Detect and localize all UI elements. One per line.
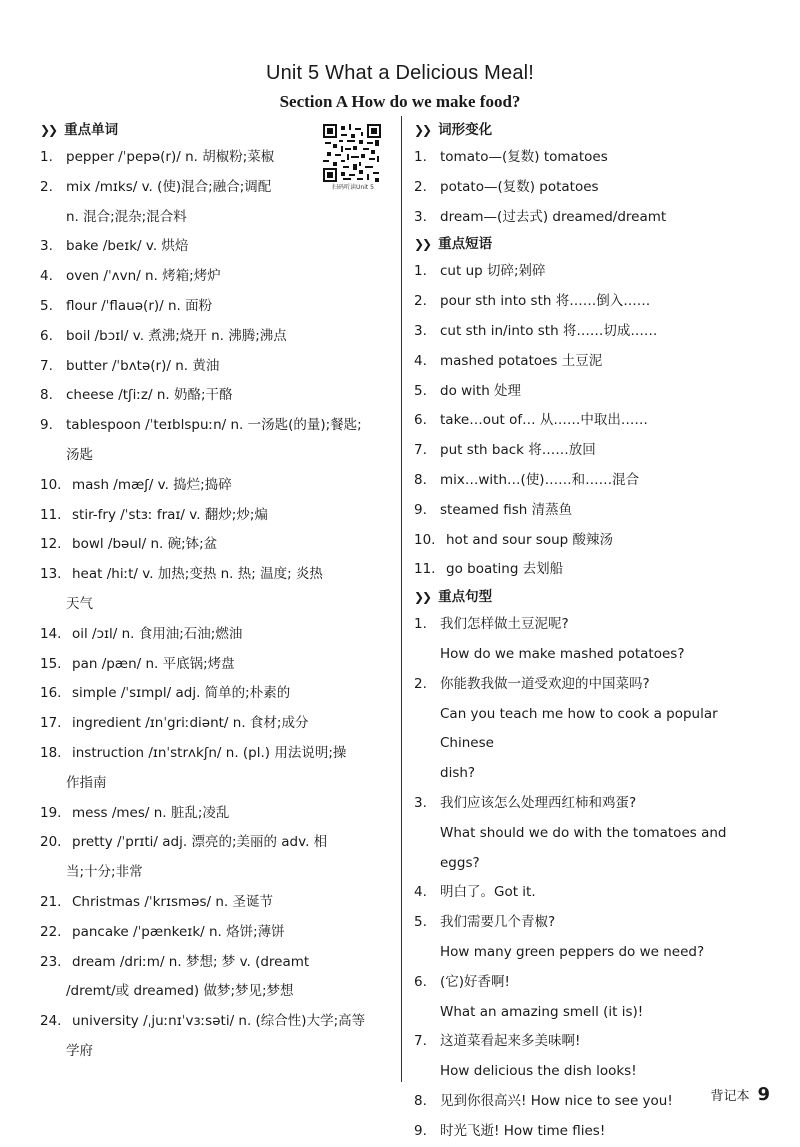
list-item — [40, 799, 392, 829]
list-item — [40, 352, 392, 382]
item-number: 20. — [40, 834, 62, 851]
item-continuation: How do we make mashed potatoes? — [440, 645, 685, 662]
item-text: mashed potatoes 土豆泥 — [440, 352, 603, 369]
item-number: 17. — [40, 715, 62, 732]
list-item — [40, 828, 392, 888]
list-item — [414, 377, 770, 407]
list-item — [414, 789, 770, 878]
item-number: 5. — [40, 297, 53, 314]
item-text: 我们需要几个青椒? — [440, 914, 556, 931]
item-text: 你能教我做一道受欢迎的中国菜吗? — [440, 675, 650, 692]
list-item — [40, 143, 392, 173]
list-item — [40, 322, 392, 352]
list-item — [40, 173, 392, 233]
right-column — [414, 118, 770, 1147]
item-number: 1. — [40, 149, 53, 165]
item-number: 12. — [40, 536, 62, 553]
item-text: flour /ˈflauə(r)/ n. 面粉 — [66, 297, 213, 314]
list-item — [414, 610, 770, 670]
item-number: 4. — [414, 884, 427, 901]
item-continuation: 学府 — [66, 1042, 93, 1059]
item-number: 8. — [40, 387, 53, 404]
item-text: dream—(过去式) dreamed/dreamt — [440, 208, 667, 225]
list-item — [40, 888, 392, 918]
list-item — [414, 287, 770, 317]
section-heading: ❯❯ 重点短语 — [414, 232, 770, 257]
item-text: pancake /ˈpænkeɪk/ n. 烙饼;薄饼 — [72, 923, 285, 940]
item-text: cheese /tʃiːz/ n. 奶酪;干酪 — [66, 387, 233, 404]
page-footer — [710, 1084, 770, 1105]
item-continuation: How many green peppers do we need? — [440, 943, 705, 960]
item-number: 5. — [414, 382, 427, 399]
column-divider — [401, 116, 402, 1082]
item-number: 6. — [40, 327, 53, 344]
item-text: go boating 去划船 — [446, 561, 564, 578]
item-number: 3. — [414, 208, 427, 225]
item-text: tomato—(复数) tomatoes — [440, 149, 608, 165]
double-chevron-icon: ❯❯ — [414, 237, 431, 252]
list-item — [414, 173, 770, 203]
item-text: put sth back 将……放回 — [440, 442, 596, 459]
item-text: oil /ɔɪl/ n. 食用油;石油;燃油 — [72, 625, 243, 642]
item-number: 2. — [414, 178, 427, 195]
item-number: 15. — [40, 655, 62, 672]
item-number: 1. — [414, 149, 427, 165]
item-number: 1. — [414, 263, 427, 280]
footer-label: 背记本 — [710, 1089, 750, 1104]
item-text: ingredient /ɪnˈgriːdiənt/ n. 食材;成分 — [72, 715, 309, 732]
item-number: 8. — [414, 471, 427, 488]
list-item — [414, 1027, 770, 1087]
item-number: 6. — [414, 973, 427, 990]
list-item — [40, 381, 392, 411]
item-number: 14. — [40, 625, 62, 642]
list-item — [40, 411, 392, 471]
item-continuation: 当;十分;非常 — [66, 864, 143, 881]
item-number: 9. — [40, 417, 53, 434]
item-number: 19. — [40, 804, 62, 821]
item-text: mix…with…(使)……和……混合 — [440, 471, 640, 488]
item-number: 3. — [414, 322, 427, 339]
item-text: cut up 切碎;剁碎 — [440, 263, 546, 280]
item-number: 18. — [40, 744, 62, 761]
list-item — [414, 670, 770, 789]
list-item — [40, 292, 392, 322]
item-text: take…out of… 从……中取出…… — [440, 412, 648, 429]
item-text: hot and sour soup 酸辣汤 — [446, 531, 613, 548]
list-item — [40, 739, 392, 799]
item-text: 时光飞逝! How time flies! — [440, 1122, 606, 1139]
item-number: 13. — [40, 566, 62, 583]
item-text: 见到你很高兴! How nice to see you! — [440, 1092, 673, 1109]
item-number: 4. — [414, 352, 427, 369]
list-item — [414, 878, 770, 908]
list-item — [414, 257, 770, 287]
item-text: Christmas /ˈkrɪsməs/ n. 圣诞节 — [72, 893, 274, 910]
item-text: 这道菜看起来多美味啊! — [440, 1033, 581, 1050]
item-text: pretty /ˈprɪti/ adj. 漂亮的;美丽的 adv. 相 — [72, 834, 328, 851]
item-number: 6. — [414, 412, 427, 429]
item-number: 24. — [40, 1013, 62, 1030]
item-text: 明白了。Got it. — [440, 884, 536, 901]
item-number: 10. — [40, 476, 62, 493]
item-text: tablespoon /ˈteɪblspuːn/ n. 一汤匙(的量);餐匙; — [66, 417, 362, 434]
left-column — [40, 118, 392, 1067]
item-continuation: dish? — [440, 765, 476, 782]
item-number: 10. — [414, 531, 436, 548]
item-text: 我们怎样做土豆泥呢? — [440, 616, 569, 633]
item-text: heat /hiːt/ v. 加热;变热 n. 热; 温度; 炎热 — [72, 566, 323, 583]
list-item — [414, 496, 770, 526]
item-text: stir-fry /ˈstɜː fraɪ/ v. 翻炒;炒;煸 — [72, 506, 268, 523]
item-text: bowl /bəul/ n. 碗;钵;盆 — [72, 536, 218, 553]
item-number: 2. — [40, 178, 53, 195]
list-item — [414, 466, 770, 496]
item-continuation: What an amazing smell (it is)! — [440, 1003, 644, 1020]
list-item — [414, 526, 770, 556]
item-number: 9. — [414, 1122, 427, 1139]
item-number: 23. — [40, 953, 62, 970]
list-item — [414, 436, 770, 466]
item-text: bake /beɪk/ v. 烘焙 — [66, 238, 189, 255]
list-item — [40, 501, 392, 531]
list-item — [40, 709, 392, 739]
item-number: 22. — [40, 923, 62, 940]
item-text: boil /bɔɪl/ v. 煮沸;烧开 n. 沸腾;沸点 — [66, 327, 287, 344]
item-number: 9. — [414, 501, 427, 518]
item-number: 5. — [414, 914, 427, 931]
double-chevron-icon: ❯❯ — [414, 590, 431, 605]
list-item — [40, 650, 392, 680]
item-continuation: How delicious the dish looks! — [440, 1063, 637, 1080]
item-number: 2. — [414, 675, 427, 692]
item-number: 7. — [414, 442, 427, 459]
list-item — [40, 530, 392, 560]
list-item — [40, 620, 392, 650]
section-heading: ❯❯ 重点句型 — [414, 585, 770, 610]
item-number: 11. — [414, 561, 436, 578]
page-number: 9 — [757, 1084, 770, 1105]
qr-caption: 扫码听读Unit 5 — [332, 184, 374, 191]
item-text: simple /ˈsɪmpl/ adj. 简单的;朴素的 — [72, 685, 291, 702]
item-text: butter /ˈbʌtə(r)/ n. 黄油 — [66, 357, 220, 374]
item-number: 11. — [40, 506, 62, 523]
item-text: 我们应该怎么处理西红柿和鸡蛋? — [440, 794, 637, 811]
item-number: 7. — [414, 1033, 427, 1050]
item-text: pepper /ˈpepə(r)/ n. 胡椒粉;菜椒 — [66, 149, 275, 165]
list-item — [414, 406, 770, 436]
item-text: mix /mɪks/ v. (使)混合;融合;调配 — [66, 178, 272, 195]
item-text: potato—(复数) potatoes — [440, 178, 599, 195]
list-item — [40, 679, 392, 709]
list-item — [414, 968, 770, 1028]
item-text: instruction /ɪnˈstrʌkʃn/ n. (pl.) 用法说明;操 — [72, 744, 347, 761]
section-title: Section A How do we make food? — [279, 92, 521, 111]
double-chevron-icon: ❯❯ — [40, 123, 57, 137]
list-item — [414, 317, 770, 347]
list-item — [40, 560, 392, 620]
item-text: university /ˌjuːnɪˈvɜːsəti/ n. (综合性)大学;高等 — [72, 1013, 366, 1030]
item-text: oven /ˈʌvn/ n. 烤箱;烤炉 — [66, 268, 221, 285]
list-item — [414, 203, 770, 233]
item-text: pour sth into sth 将……倒入…… — [440, 293, 651, 310]
list-item — [414, 347, 770, 377]
item-text: pan /pæn/ n. 平底锅;烤盘 — [72, 655, 235, 672]
item-text: dream /driːm/ n. 梦想; 梦 v. (dreamt — [72, 953, 310, 970]
item-text: cut sth in/into sth 将……切成…… — [440, 322, 658, 339]
list-item — [40, 232, 392, 262]
item-text: mess /mes/ n. 脏乱;凌乱 — [72, 804, 230, 821]
item-number: 21. — [40, 893, 62, 910]
item-continuation: 汤匙 — [66, 446, 93, 463]
list-item — [40, 918, 392, 948]
section-heading: ❯❯ 重点单词 — [40, 118, 392, 143]
item-number: 16. — [40, 685, 62, 702]
item-number: 2. — [414, 293, 427, 310]
list-item — [414, 555, 770, 585]
list-item — [414, 143, 770, 173]
list-item — [40, 1007, 392, 1067]
section-heading: ❯❯ 词形变化 — [414, 118, 770, 143]
item-continuation: 天气 — [66, 595, 93, 612]
list-item — [414, 1117, 770, 1147]
list-item — [414, 908, 770, 968]
item-number: 4. — [40, 268, 53, 285]
item-text: do with 处理 — [440, 382, 522, 399]
unit-title: Unit 5 What a Delicious Meal! — [265, 62, 535, 84]
item-continuation: /dremt/或 dreamed) 做梦;梦见;梦想 — [66, 983, 294, 1000]
item-number: 3. — [414, 794, 427, 811]
item-number: 3. — [40, 238, 53, 255]
item-continuation: n. 混合;混杂;混合料 — [66, 208, 187, 225]
list-item — [40, 948, 392, 1008]
item-continuation: Can you teach me how to cook a popular Chinese — [440, 705, 718, 752]
item-text: (它)好香啊! — [440, 973, 510, 990]
item-number: 8. — [414, 1092, 427, 1109]
item-text: mash /mæʃ/ v. 捣烂;捣碎 — [72, 476, 232, 493]
item-number: 1. — [414, 616, 427, 633]
item-continuation: 作指南 — [66, 774, 107, 791]
item-number: 7. — [40, 357, 53, 374]
item-text: steamed fish 清蒸鱼 — [440, 501, 573, 518]
list-item — [40, 262, 392, 292]
list-item — [40, 471, 392, 501]
item-continuation: What should we do with the tomatoes and eggs? — [440, 824, 727, 871]
double-chevron-icon: ❯❯ — [414, 123, 431, 137]
